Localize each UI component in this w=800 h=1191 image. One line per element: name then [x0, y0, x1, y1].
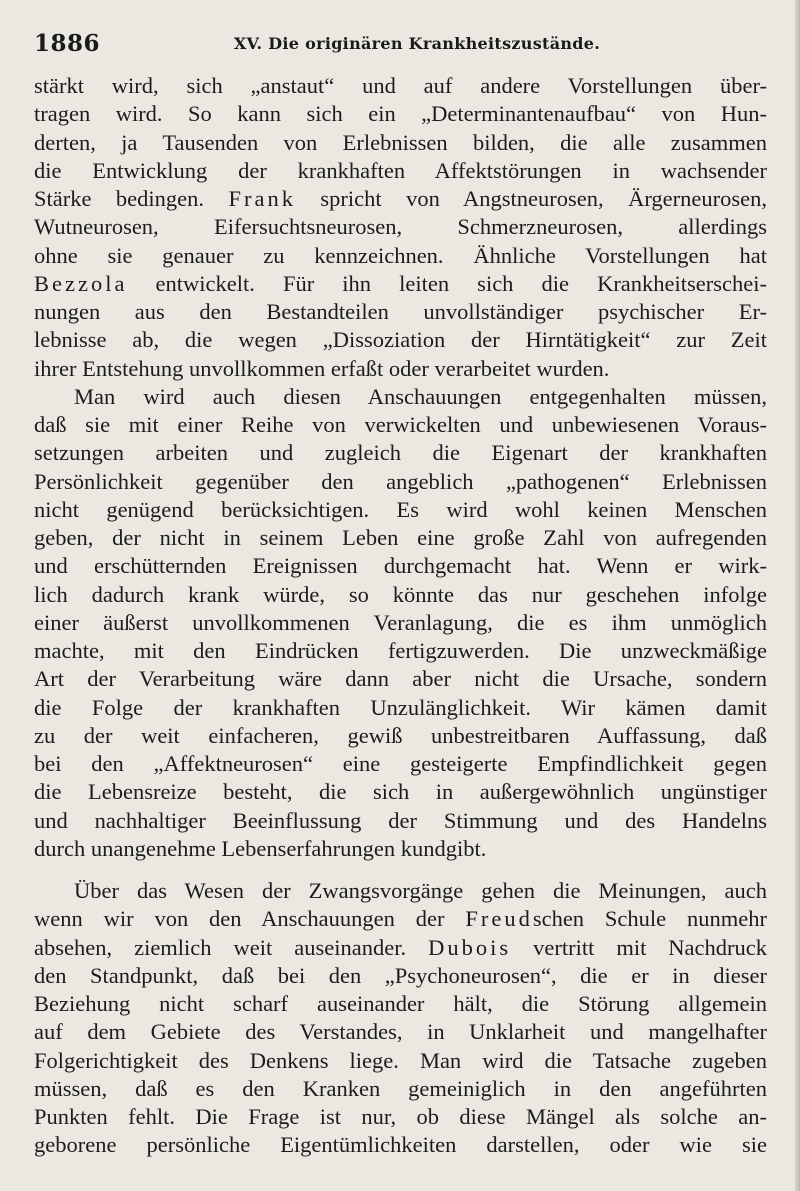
text-line: durch unangenehme Lebenserfahrungen kundgibt.	[34, 835, 487, 861]
text-line: Persönlichkeit gegenüber den angeblich „pathogenen“ Erlebnissen	[34, 468, 767, 494]
spaced-author-name: Freud	[465, 906, 533, 932]
text-segment: spricht von Angstneurosen, Ärgerneurosen,	[295, 186, 767, 211]
page-number: 1886	[34, 30, 101, 57]
text-line: geborene persönliche Eigentümlichkeiten darstellen, oder wie sie	[34, 1132, 767, 1158]
text-line: zu der weit einfacheren, gewiß unbestreitbaren Auffassung, daß	[34, 722, 767, 748]
text-line	[34, 905, 767, 933]
spaced-author-name: Dubois	[428, 934, 512, 960]
paragraph-gap	[34, 863, 767, 877]
text-line: daß sie mit einer Reihe von verwickelten und unbewiesenen Voraus-	[34, 412, 767, 437]
text-line: nicht genügend berücksichtigen. Es wird wohl keinen Menschen	[34, 496, 767, 522]
text-line: Folgerichtigkeit des Denkens liege. Man wird die Tatsache zugeben	[34, 1047, 767, 1073]
text-line: Art der Verarbeitung wäre dann aber nicht die Ursache, sondern	[34, 666, 767, 692]
text-segment: entwickelt. Für ihn leiten sich die Krankheitserschei-	[127, 270, 767, 296]
text-line: Punkten fehlt. Die Frage ist nur, ob diese Mängel als solche an-	[34, 1104, 767, 1129]
body-text	[34, 72, 767, 1160]
text-line: derten, ja Tausenden von Erlebnissen bilden, die alle zusammen	[34, 129, 767, 155]
text-segment: wenn wir von den Anschauungen der	[34, 906, 466, 932]
text-line: Man wird auch diesen Anschauungen entgegenhalten müssen,	[74, 383, 767, 409]
text-segment: vertritt mit Nachdruck	[511, 934, 767, 960]
text-line	[34, 185, 767, 213]
page-header	[34, 30, 760, 62]
text-line: Wutneurosen, Eifersuchtsneurosen, Schmerzneurosen, allerdings	[34, 214, 767, 240]
paragraph-2	[34, 383, 767, 863]
text-line: Über das Wesen der Zwangsvorgänge gehen die Meinungen, auch	[74, 878, 767, 903]
text-line: lich dadurch krank würde, so könnte das nur geschehen infolge	[34, 581, 767, 607]
text-line: den Standpunkt, daß bei den „Psychoneurosen“, die er in dieser	[34, 962, 767, 988]
text-line: tragen wird. So kann sich ein „Determinantenaufbau“ von Hun-	[34, 101, 767, 127]
text-segment: schen Schule nunmehr	[532, 906, 767, 932]
text-line: lebnisse ab, die wegen „Dissoziation der Hirntätigkeit“ zur Zeit	[34, 327, 767, 353]
spaced-author-name: Frank	[228, 186, 296, 211]
text-line: und nachhaltiger Beeinflussung der Stimmung und des Handelns	[34, 807, 767, 833]
text-line: stärkt wird, sich „anstaut“ und auf andere Vorstellungen über-	[34, 73, 767, 98]
page-edge-shadow	[795, 0, 800, 1191]
text-line	[34, 934, 767, 962]
text-line: ihrer Entstehung unvollkommen erfaßt oder verarbeitet wurden.	[34, 355, 610, 381]
text-line: geben, der nicht in seinem Leben eine große Zahl von aufregenden	[34, 525, 767, 550]
text-line: müssen, daß es den Kranken gemeiniglich in den angeführten	[34, 1075, 767, 1101]
text-line: und erschütternden Ereignissen durchgemacht hat. Wenn er wirk-	[34, 553, 767, 579]
paragraph-1	[34, 72, 767, 383]
running-head: XV. Die originären Krankheitszustände.	[233, 34, 601, 53]
paragraph-3	[34, 877, 767, 1160]
text-line: die Entwicklung der krankhaften Affektstörungen in wachsender	[34, 157, 767, 183]
text-line: machte, mit den Eindrücken fertigzuwerden. Die unzweckmäßige	[34, 638, 767, 663]
spaced-author-name: Bezzola	[34, 270, 128, 296]
text-segment: absehen, ziemlich weit auseinander.	[34, 934, 429, 960]
text-line: nungen aus den Bestandteilen unvollständiger psychischer Er-	[34, 299, 767, 324]
text-line: auf dem Gebiete des Verstandes, in Unklarheit und mangelhafter	[34, 1019, 767, 1045]
text-line: einer äußerst unvollkommenen Veranlagung, die es ihm unmöglich	[34, 609, 767, 635]
text-line: die Folge der krankhaften Unzulänglichkeit. Wir kämen damit	[34, 694, 767, 720]
text-line: Beziehung nicht scharf auseinander hält, die Störung allgemein	[34, 991, 767, 1016]
text-line: bei den „Affektneurosen“ eine gesteigerte Empfindlichkeit gegen	[34, 751, 767, 776]
text-line: die Lebensreize besteht, die sich in außergewöhnlich ungünstiger	[34, 779, 767, 805]
text-line	[34, 270, 767, 298]
text-line: ohne sie genauer zu kennzeichnen. Ähnliche Vorstellungen hat	[34, 242, 767, 268]
text-segment: Stärke bedingen.	[34, 186, 229, 211]
text-line: setzungen arbeiten und zugleich die Eigenart der krankhaften	[34, 440, 767, 466]
